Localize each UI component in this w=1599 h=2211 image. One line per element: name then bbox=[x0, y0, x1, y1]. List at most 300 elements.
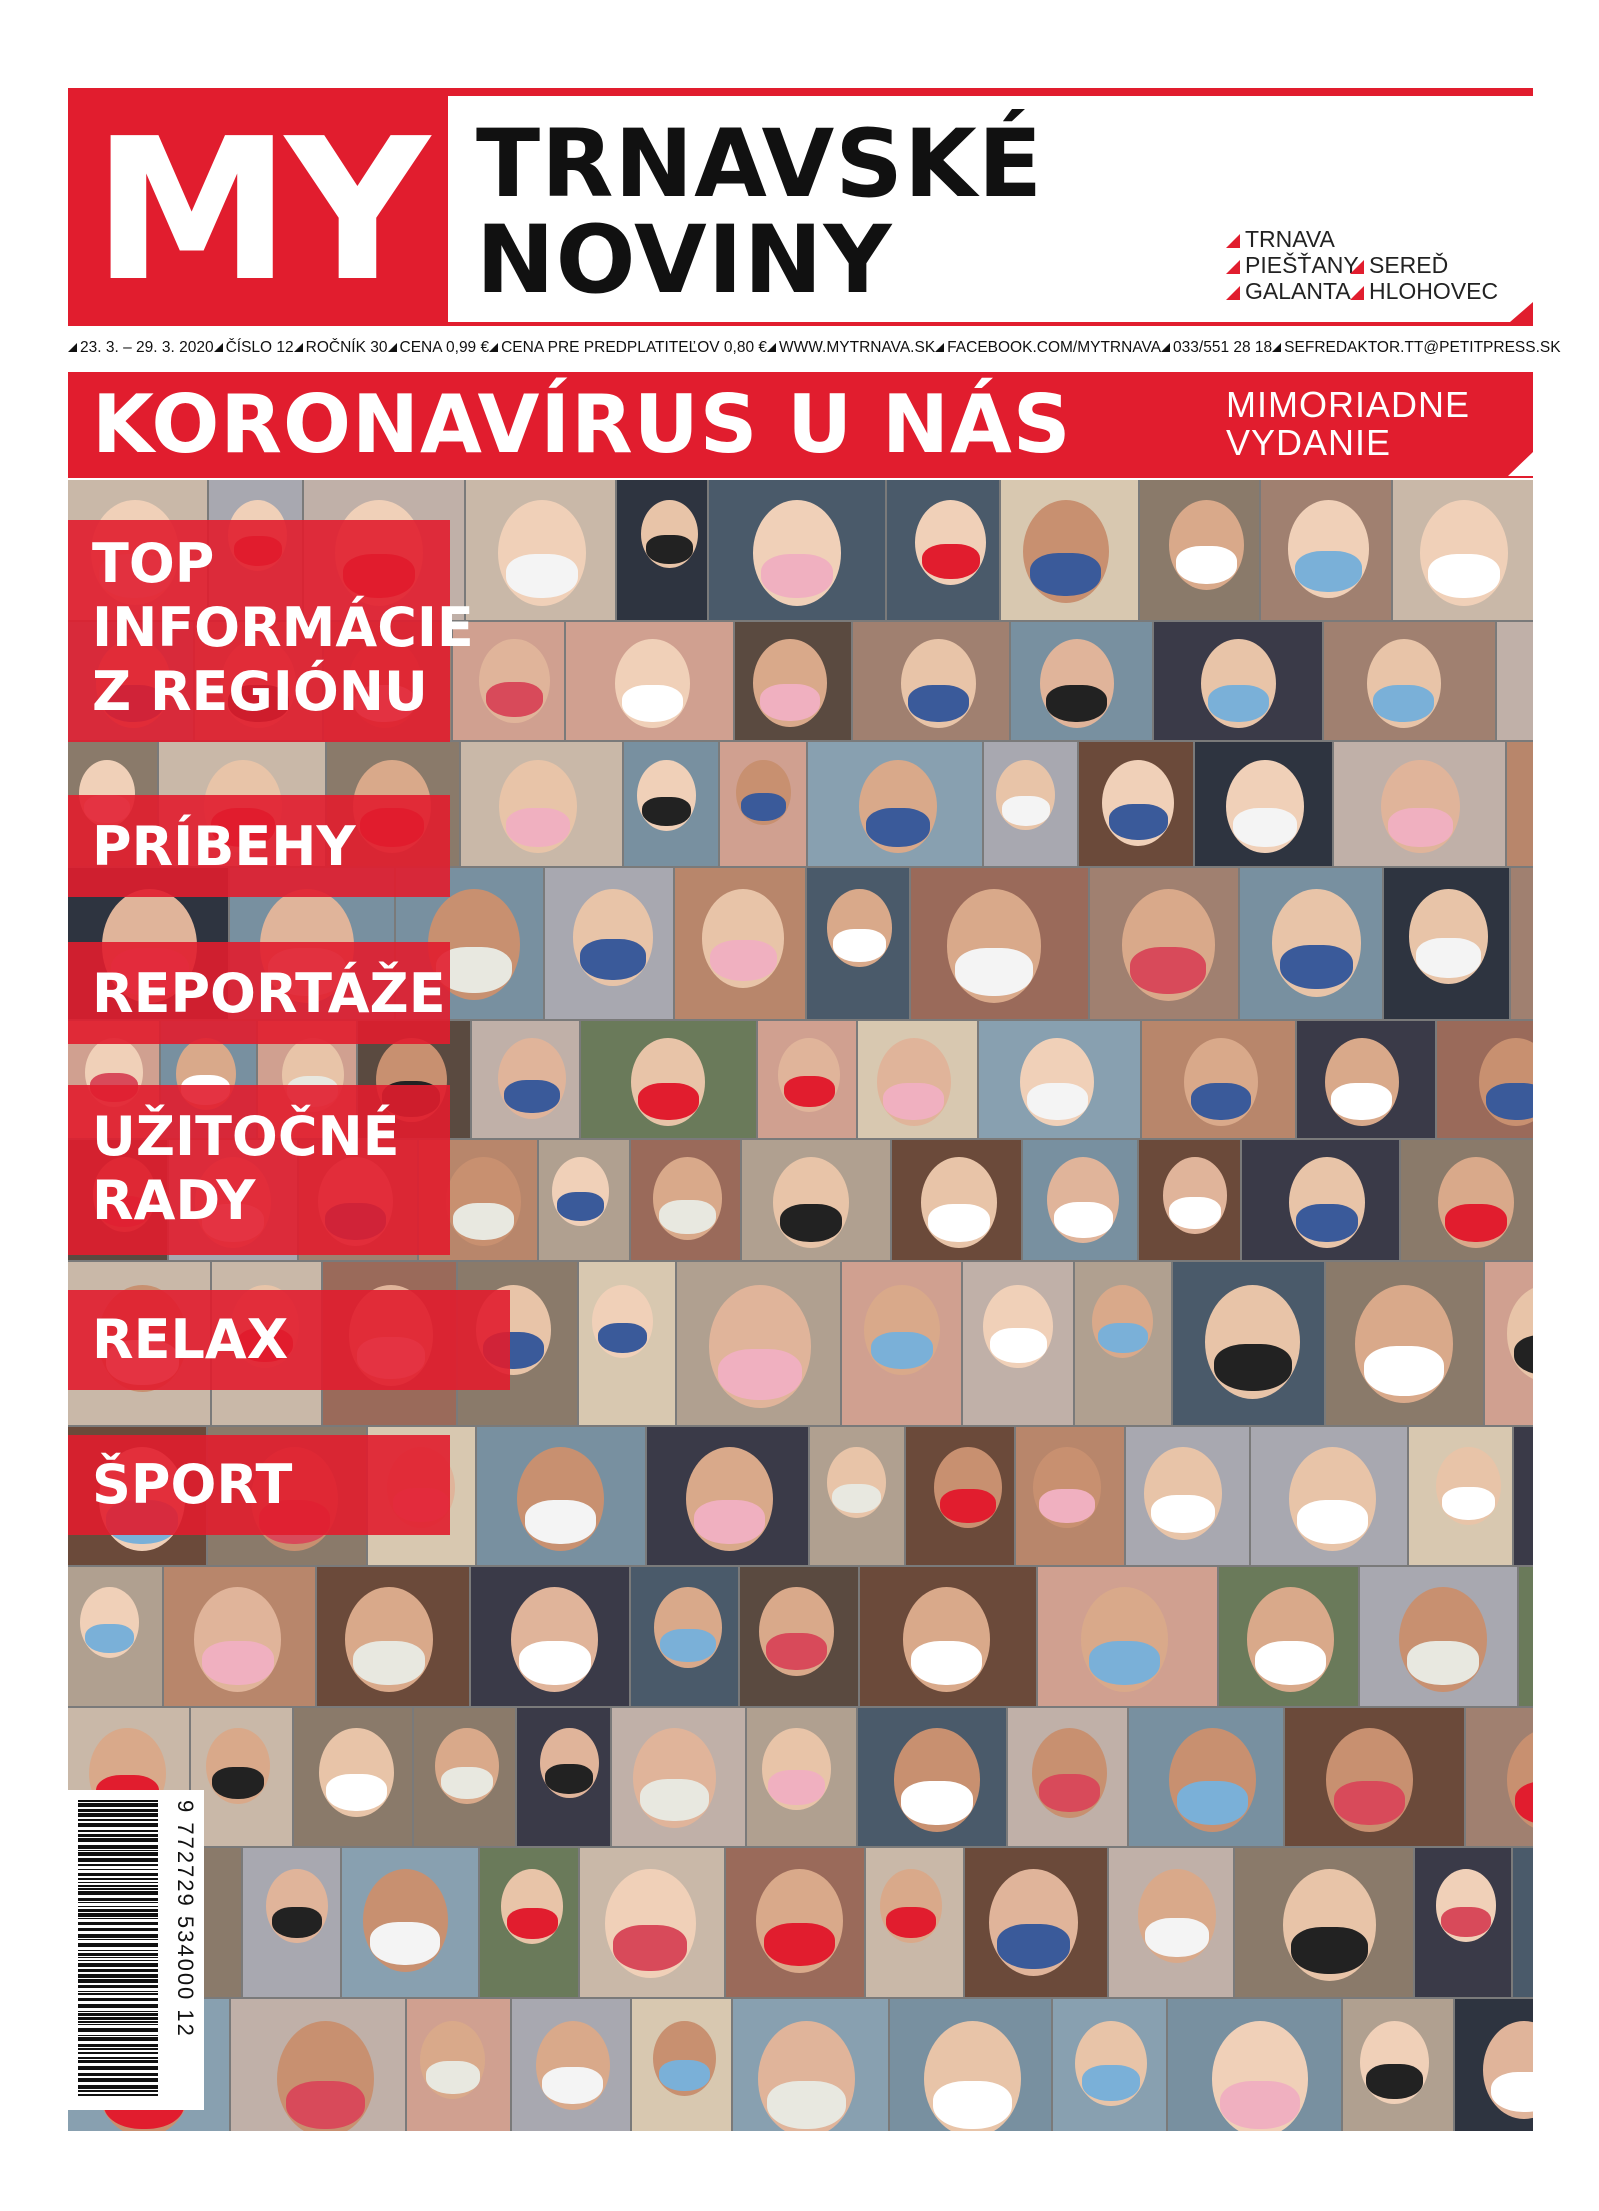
barcode-bar bbox=[78, 2004, 158, 2008]
triangle-icon bbox=[68, 343, 77, 352]
collage-photo bbox=[1326, 1262, 1483, 1425]
barcode-bar bbox=[78, 2024, 158, 2025]
collage-photo bbox=[858, 1021, 977, 1138]
collage-photo bbox=[860, 1567, 1036, 1706]
collage-photo bbox=[720, 742, 806, 866]
barcode-bar bbox=[78, 2052, 158, 2054]
face-mask-shape bbox=[286, 2081, 365, 2129]
collage-photo bbox=[1384, 868, 1509, 1019]
triangle-icon bbox=[214, 343, 223, 352]
face-mask-shape bbox=[1089, 1641, 1161, 1685]
face-mask-shape bbox=[640, 1779, 709, 1821]
face-mask-shape bbox=[1373, 685, 1434, 722]
face-mask-shape bbox=[1039, 1489, 1095, 1523]
collage-photo bbox=[1485, 1262, 1533, 1425]
price: CENA 0,99 € bbox=[388, 339, 490, 357]
barcode-bar bbox=[78, 2013, 158, 2016]
collage-photo bbox=[979, 1021, 1140, 1138]
face-mask-shape bbox=[1442, 1487, 1495, 1520]
face-mask-shape bbox=[272, 1907, 322, 1938]
barcode-bar bbox=[78, 1943, 158, 1947]
collage-photo bbox=[963, 1262, 1073, 1425]
face-mask-shape bbox=[646, 535, 693, 564]
face-mask-shape bbox=[1255, 1641, 1327, 1685]
face-mask-shape bbox=[767, 2081, 846, 2129]
collage-photo bbox=[1242, 1140, 1399, 1260]
face-mask-shape bbox=[955, 948, 1033, 995]
face-mask-shape bbox=[1208, 685, 1269, 722]
face-mask-shape bbox=[353, 1641, 425, 1685]
collage-photo bbox=[906, 1427, 1014, 1565]
triangle-icon bbox=[935, 343, 944, 352]
barcode-bar bbox=[78, 1852, 158, 1856]
face-mask-shape bbox=[506, 808, 570, 847]
collage-photo bbox=[68, 1567, 162, 1706]
face-mask-shape bbox=[1054, 1202, 1113, 1238]
barcode-bar bbox=[78, 1869, 158, 1870]
special-edition-line2: VYDANIE bbox=[1226, 422, 1392, 463]
collage-photo bbox=[1235, 1848, 1413, 1997]
barcode-bar bbox=[78, 1906, 158, 1907]
collage-photo bbox=[539, 1140, 629, 1260]
barcode-bar bbox=[78, 1909, 158, 1912]
barcode-bar bbox=[78, 2017, 158, 2020]
collage-photo bbox=[461, 742, 622, 866]
email: SEFREDAKTOR.TT@PETITPRESS.SK bbox=[1272, 339, 1560, 357]
collage-photo bbox=[911, 868, 1088, 1019]
face-mask-shape bbox=[784, 1076, 835, 1107]
face-mask-shape bbox=[760, 684, 820, 721]
collage-photo bbox=[579, 1262, 675, 1425]
section-relax: RELAX bbox=[92, 1308, 289, 1371]
barcode-bar bbox=[78, 2048, 158, 2050]
collage-photo bbox=[866, 1848, 963, 1997]
face-mask-shape bbox=[940, 1489, 996, 1523]
collage-photo bbox=[1343, 1999, 1453, 2131]
face-mask-shape bbox=[833, 929, 886, 961]
barcode-bar bbox=[78, 1913, 158, 1917]
triangle-icon bbox=[1350, 260, 1364, 274]
phone: 033/551 28 18 bbox=[1161, 339, 1272, 357]
newspaper-title-line2: NOVINY bbox=[476, 206, 893, 315]
barcode-bar bbox=[78, 1979, 158, 1983]
collage-photo bbox=[1126, 1427, 1249, 1565]
face-mask-shape bbox=[453, 1203, 514, 1240]
triangle-icon bbox=[1272, 343, 1281, 352]
barcode-bar bbox=[78, 2066, 158, 2070]
face-mask-shape bbox=[908, 685, 969, 722]
face-mask-shape bbox=[1334, 1781, 1405, 1824]
face-mask-shape bbox=[1445, 1204, 1507, 1242]
collage-photo bbox=[414, 1708, 515, 1846]
triangle-icon bbox=[388, 343, 397, 352]
issue-number: ČÍSLO 12 bbox=[214, 339, 294, 357]
collage-photo bbox=[517, 1708, 610, 1846]
barcode-bar bbox=[78, 1950, 158, 1951]
city-label: SEREĎ bbox=[1369, 252, 1449, 278]
face-mask-shape bbox=[202, 1641, 274, 1685]
collage-photo bbox=[1497, 622, 1533, 740]
face-mask-shape bbox=[370, 1922, 440, 1965]
collage-photo bbox=[1023, 1140, 1137, 1260]
collage-photo bbox=[747, 1708, 856, 1846]
barcode-bar bbox=[78, 1934, 158, 1938]
collage-photo bbox=[984, 742, 1077, 866]
face-mask-shape bbox=[997, 1924, 1070, 1969]
face-mask-shape bbox=[519, 1641, 591, 1685]
collage-photo bbox=[807, 868, 909, 1019]
face-mask-shape bbox=[525, 1500, 596, 1543]
face-mask-shape bbox=[1331, 1083, 1391, 1120]
website: WWW.MYTRNAVA.SK bbox=[767, 339, 935, 357]
barcode-bar bbox=[78, 1864, 158, 1866]
face-mask-shape bbox=[1098, 1323, 1148, 1353]
barcode-bar bbox=[78, 1838, 158, 1842]
barcode-bar bbox=[78, 1902, 158, 1903]
collage-photo bbox=[472, 1021, 579, 1138]
face-mask-shape bbox=[1039, 1774, 1101, 1812]
collage-photo bbox=[1334, 742, 1505, 866]
face-mask-shape bbox=[1364, 1346, 1445, 1395]
collage-photo bbox=[887, 480, 999, 620]
face-mask-shape bbox=[928, 1204, 990, 1242]
face-mask-shape bbox=[580, 939, 646, 979]
section-top-info-line1: TOP bbox=[92, 532, 215, 595]
barcode-bar bbox=[78, 2085, 158, 2089]
collage-photo bbox=[1507, 742, 1533, 866]
face-mask-shape bbox=[694, 1500, 765, 1543]
city-piestany bbox=[1226, 252, 1359, 278]
logo-text: MY bbox=[92, 97, 424, 325]
collage-photo bbox=[1261, 480, 1391, 620]
face-mask-shape bbox=[326, 1774, 387, 1811]
triangle-icon bbox=[1350, 286, 1364, 300]
collage-photo bbox=[742, 1140, 890, 1260]
collage-photo bbox=[1109, 1848, 1233, 1997]
face-mask-shape bbox=[866, 808, 930, 847]
masthead-corner-triangle bbox=[1510, 302, 1533, 322]
triangle-icon bbox=[1226, 234, 1240, 248]
face-mask-shape bbox=[990, 1328, 1047, 1363]
face-mask-shape bbox=[871, 1332, 933, 1370]
collage-photo bbox=[1297, 1021, 1435, 1138]
collage-photo bbox=[842, 1262, 961, 1425]
triangle-icon bbox=[767, 343, 776, 352]
collage-photo bbox=[624, 742, 718, 866]
collage-photo bbox=[735, 622, 851, 740]
volume: ROČNÍK 30 bbox=[294, 339, 388, 357]
face-mask-shape bbox=[768, 1770, 824, 1804]
section-reports: REPORTÁŽE bbox=[92, 962, 446, 1025]
collage-photo bbox=[407, 1999, 510, 2131]
city-label: PIEŠŤANY bbox=[1245, 252, 1359, 278]
collage-photo bbox=[512, 1999, 630, 2131]
collage-photo bbox=[1139, 1140, 1240, 1260]
barcode-bar bbox=[78, 1939, 158, 1940]
face-mask-shape bbox=[1002, 796, 1050, 825]
collage-photo bbox=[466, 480, 615, 620]
face-mask-shape bbox=[780, 1204, 842, 1242]
collage-photo bbox=[1324, 622, 1495, 740]
collage-photo bbox=[1140, 480, 1259, 620]
face-mask-shape bbox=[613, 1925, 687, 1970]
collage-photo bbox=[1415, 1848, 1511, 1997]
barcode-bar bbox=[78, 1985, 158, 1988]
barcode-bar bbox=[78, 1823, 158, 1827]
face-mask-shape bbox=[85, 1624, 134, 1654]
collage-photo bbox=[1219, 1567, 1358, 1706]
section-top-info-line2: INFORMÁCIE bbox=[92, 596, 474, 659]
face-mask-shape bbox=[212, 1767, 264, 1799]
subscriber-price: CENA PRE PREDPLATITEĽOV 0,80 € bbox=[489, 339, 767, 357]
barcode-bar bbox=[78, 1813, 158, 1817]
collage-photo bbox=[1285, 1708, 1464, 1846]
collage-photo bbox=[1038, 1567, 1217, 1706]
collage-photo bbox=[480, 1848, 578, 1997]
city-label: GALANTA bbox=[1245, 278, 1351, 304]
face-mask-shape bbox=[1416, 938, 1481, 977]
barcode-bar bbox=[78, 1998, 158, 2001]
face-mask-shape bbox=[426, 2061, 479, 2094]
collage-photo bbox=[1016, 1427, 1124, 1565]
barcode-bar bbox=[78, 1974, 158, 1978]
face-mask-shape bbox=[1366, 2064, 1423, 2099]
barcode-bar bbox=[78, 2078, 158, 2082]
collage-photo bbox=[1195, 742, 1332, 866]
face-mask-shape bbox=[1291, 1927, 1368, 1974]
barcode-bar bbox=[78, 1891, 158, 1895]
barcode-bar bbox=[78, 2090, 158, 2092]
face-mask-shape bbox=[1130, 947, 1206, 994]
collage-photo bbox=[1154, 622, 1322, 740]
collage-photo bbox=[317, 1567, 469, 1706]
collage-photo bbox=[1437, 1021, 1533, 1138]
issue-date: 23. 3. – 29. 3. 2020 bbox=[68, 339, 214, 357]
face-mask-shape bbox=[766, 1633, 827, 1670]
city-hlohovec bbox=[1350, 278, 1498, 304]
section-sport: ŠPORT bbox=[92, 1453, 293, 1516]
triangle-icon bbox=[1226, 286, 1240, 300]
collage-photo bbox=[1053, 1999, 1166, 2131]
face-mask-shape bbox=[832, 1484, 881, 1514]
barcode-bar bbox=[78, 1858, 158, 1862]
section-tips-line1: UŽITOČNÉ bbox=[92, 1105, 400, 1168]
collage-photo bbox=[733, 1999, 888, 2131]
collage-photo bbox=[1240, 868, 1382, 1019]
face-mask-shape bbox=[659, 1200, 715, 1234]
face-mask-shape bbox=[1220, 2081, 1299, 2129]
barcode-bar bbox=[78, 1878, 158, 1880]
face-mask-shape bbox=[545, 1764, 593, 1793]
face-mask-shape bbox=[1295, 551, 1362, 592]
collage-photo bbox=[294, 1708, 412, 1846]
face-mask-shape bbox=[642, 797, 691, 827]
triangle-icon bbox=[489, 343, 498, 352]
face-mask-shape bbox=[638, 1083, 698, 1120]
collage-photo bbox=[1455, 1999, 1533, 2131]
collage-photo bbox=[726, 1848, 864, 1997]
collage-photo bbox=[1011, 622, 1152, 740]
face-mask-shape bbox=[718, 1349, 802, 1400]
face-mask-shape bbox=[1151, 1495, 1215, 1534]
barcode-bar bbox=[78, 1809, 158, 1812]
collage-photo bbox=[1514, 1427, 1533, 1565]
city-list bbox=[1226, 226, 1499, 306]
collage-photo bbox=[1075, 1262, 1171, 1425]
collage-photo bbox=[1168, 1999, 1341, 2131]
face-mask-shape bbox=[1214, 1344, 1292, 1391]
collage-photo bbox=[1090, 868, 1238, 1019]
masthead-bottom-rule bbox=[448, 322, 1533, 326]
issue-info-bar bbox=[68, 336, 1561, 360]
barcode-bar bbox=[78, 1819, 158, 1821]
collage-photo bbox=[1360, 1567, 1517, 1706]
face-mask-shape bbox=[1027, 1083, 1087, 1120]
collage-photo bbox=[1519, 1567, 1533, 1706]
collage-photo bbox=[890, 1999, 1051, 2131]
barcode-bar bbox=[78, 2028, 158, 2032]
barcode-bar bbox=[78, 1845, 158, 1849]
face-mask-shape bbox=[710, 940, 777, 981]
collage-photo bbox=[858, 1708, 1006, 1846]
collage-photo bbox=[631, 1567, 738, 1706]
collage-photo bbox=[580, 1848, 724, 1997]
barcode-bar bbox=[78, 1969, 158, 1972]
collage-photo bbox=[709, 480, 885, 620]
barcode-bar bbox=[78, 1898, 158, 1901]
face-mask-shape bbox=[883, 1083, 943, 1120]
collage-photo bbox=[677, 1262, 840, 1425]
collage-photo bbox=[808, 742, 982, 866]
face-mask-shape bbox=[660, 1629, 715, 1663]
barcode-bar bbox=[78, 1957, 158, 1958]
face-mask-shape bbox=[659, 2060, 710, 2091]
city-sered bbox=[1350, 252, 1448, 278]
face-mask-shape bbox=[507, 1908, 558, 1939]
face-mask-shape bbox=[1177, 1781, 1248, 1824]
barcode-bar bbox=[78, 2073, 158, 2076]
barcode-bar bbox=[78, 1800, 158, 1802]
collage-photo bbox=[566, 622, 733, 740]
face-mask-shape bbox=[486, 682, 543, 717]
face-mask-shape bbox=[741, 793, 786, 820]
barcode-bar bbox=[78, 2035, 158, 2036]
face-mask-shape bbox=[1082, 2065, 1140, 2101]
collage-photo bbox=[1511, 868, 1533, 1019]
collage-photo bbox=[740, 1567, 858, 1706]
barcode-bar bbox=[78, 2094, 158, 2096]
face-mask-shape bbox=[557, 1192, 604, 1221]
collage-photo bbox=[1079, 742, 1193, 866]
collage-photo bbox=[1401, 1140, 1533, 1260]
face-mask-shape bbox=[1030, 553, 1101, 596]
face-mask-shape bbox=[911, 1641, 983, 1685]
face-mask-shape bbox=[1046, 685, 1107, 722]
triangle-icon bbox=[1161, 343, 1170, 352]
collage-photo bbox=[1409, 1427, 1512, 1565]
face-mask-shape bbox=[441, 1767, 493, 1799]
barcode-bar bbox=[78, 2037, 158, 2041]
collage-photo bbox=[477, 1427, 645, 1565]
banner-corner-triangle bbox=[1508, 452, 1533, 476]
collage-photo bbox=[853, 622, 1009, 740]
barcode-bar bbox=[78, 1963, 158, 1967]
barcode-bar bbox=[78, 1850, 158, 1851]
barcode-bar bbox=[78, 1953, 158, 1956]
face-mask-shape bbox=[761, 554, 833, 598]
collage-photo bbox=[675, 868, 805, 1019]
collage-photo bbox=[164, 1567, 315, 1706]
collage-photo bbox=[612, 1708, 745, 1846]
face-mask-shape bbox=[1428, 554, 1500, 598]
barcode-number: 9 772729 534000 12 bbox=[173, 1800, 198, 2038]
collage-photo bbox=[1008, 1708, 1127, 1846]
city-trnava bbox=[1226, 226, 1335, 252]
section-tips-line2: RADY bbox=[92, 1169, 256, 1232]
barcode-bar bbox=[78, 2011, 158, 2012]
collage-photo bbox=[1466, 1708, 1533, 1846]
face-mask-shape bbox=[1297, 1500, 1368, 1543]
barcode-bar bbox=[78, 1882, 158, 1883]
face-mask-shape bbox=[764, 1923, 835, 1966]
barcode-bar bbox=[78, 1991, 158, 1992]
barcode-icon bbox=[78, 1800, 166, 2100]
barcode-bar bbox=[78, 1885, 158, 1887]
face-mask-shape bbox=[922, 544, 980, 579]
collage-photo bbox=[191, 1708, 292, 1846]
collage-photo bbox=[471, 1567, 629, 1706]
barcode-bar bbox=[78, 1922, 158, 1925]
face-mask-shape bbox=[1169, 1197, 1221, 1229]
collage-photo bbox=[965, 1848, 1107, 1997]
face-mask-shape bbox=[1109, 804, 1168, 840]
triangle-icon bbox=[1226, 260, 1240, 274]
barcode-bar bbox=[78, 1803, 158, 1807]
face-mask-shape bbox=[1441, 1907, 1491, 1937]
collage-photo bbox=[1251, 1427, 1407, 1565]
collage-photo bbox=[1129, 1708, 1283, 1846]
collage-photo bbox=[231, 1999, 405, 2131]
collage-photo bbox=[545, 868, 673, 1019]
collage-photo bbox=[758, 1021, 856, 1138]
face-mask-shape bbox=[886, 1907, 936, 1938]
city-label: TRNAVA bbox=[1245, 226, 1335, 252]
face-mask-shape bbox=[1280, 945, 1353, 990]
collage-photo bbox=[631, 1140, 740, 1260]
collage-photo bbox=[892, 1140, 1021, 1260]
face-mask-shape bbox=[901, 1781, 972, 1824]
barcode-bar bbox=[78, 1873, 158, 1876]
barcode-bar bbox=[78, 1830, 158, 1832]
collage-photo bbox=[1513, 1848, 1533, 1997]
face-mask-shape bbox=[504, 1080, 559, 1114]
triangle-icon bbox=[294, 343, 303, 352]
face-mask-shape bbox=[598, 1323, 648, 1353]
barcode-bar bbox=[78, 1918, 158, 1919]
special-edition-line1: MIMORIADNE bbox=[1226, 384, 1470, 425]
facebook: FACEBOOK.COM/MYTRNAVA bbox=[935, 339, 1161, 357]
face-mask-shape bbox=[1176, 546, 1238, 584]
barcode-bar bbox=[78, 1928, 158, 1931]
face-mask-shape bbox=[1296, 1204, 1358, 1242]
section-stories: PRÍBEHY bbox=[92, 815, 356, 878]
face-mask-shape bbox=[933, 2081, 1012, 2129]
collage-photo bbox=[1393, 480, 1533, 620]
face-mask-shape bbox=[1191, 1083, 1251, 1120]
collage-photo bbox=[617, 480, 707, 620]
main-headline: KORONAVÍRUS U NÁS bbox=[92, 378, 1072, 471]
barcode-bar bbox=[78, 1993, 158, 1995]
